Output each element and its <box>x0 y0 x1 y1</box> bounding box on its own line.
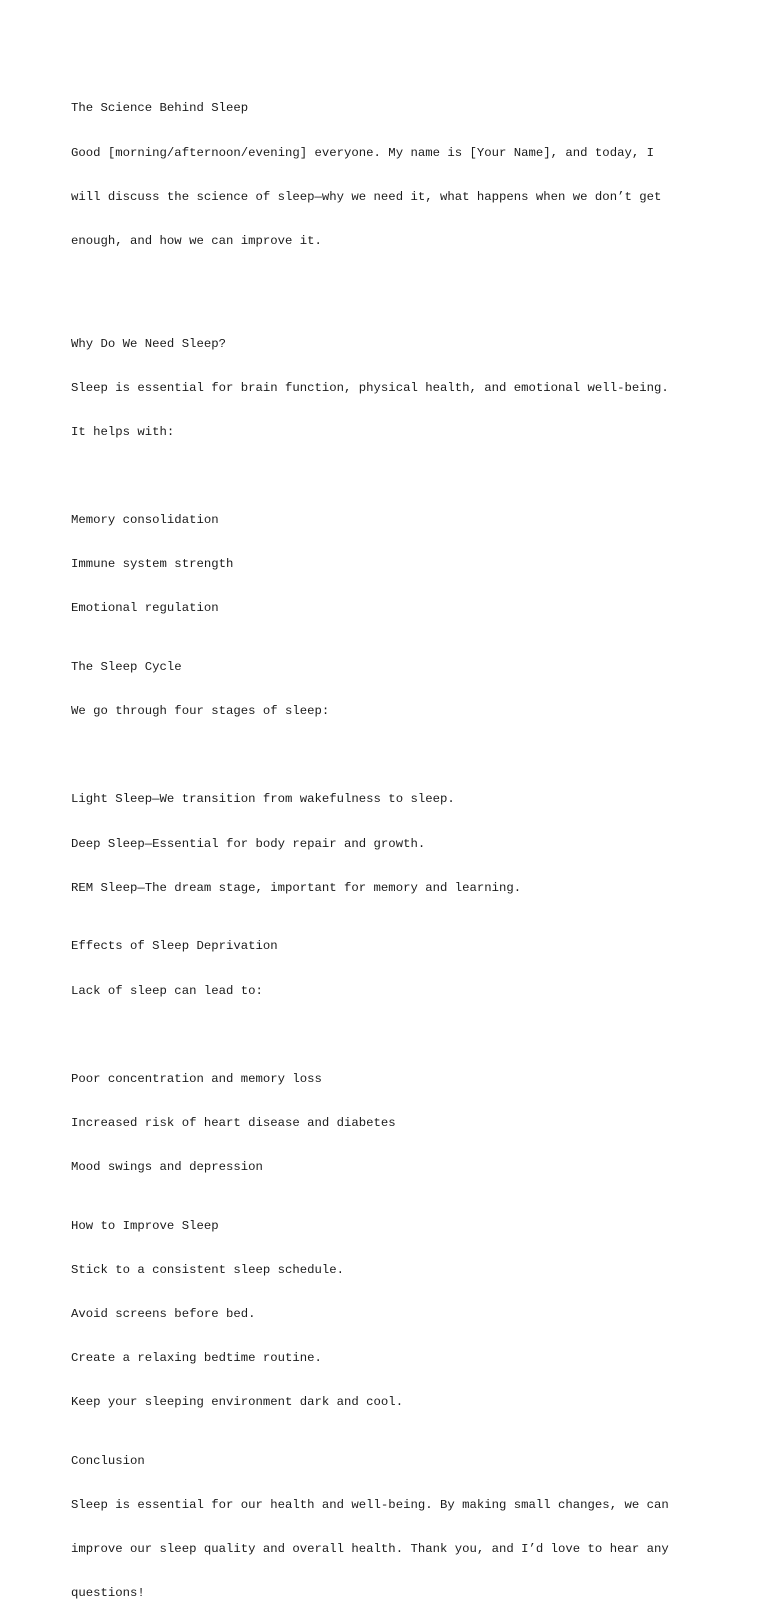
list-item: Mood swings and depression <box>71 1159 263 1174</box>
list-item: Memory consolidation <box>71 513 219 528</box>
why-text-line-1: Sleep is essential for brain function, physical health, and emotional well-being. <box>71 380 669 395</box>
spacer <box>71 278 711 293</box>
list-item: Immune system strength <box>71 557 234 572</box>
spacer <box>71 469 711 484</box>
section-heading-conclusion: Conclusion <box>71 1454 145 1469</box>
document-title: The Science Behind Sleep <box>71 101 249 116</box>
conclusion-line-1: Sleep is essential for our health and well-being. By making small changes, we can <box>71 1498 669 1513</box>
list-item: Light Sleep—We transition from wakefulness to sleep. <box>71 792 455 807</box>
list-item: Stick to a consistent sleep schedule. <box>71 1262 345 1277</box>
intro-line-1: Good [morning/afternoon/evening] everyone. My name is [Your Name], and today, I <box>71 145 654 160</box>
conclusion-line-2: improve our sleep quality and overall health. Thank you, and I’d love to hear any <box>71 1542 669 1557</box>
list-item: Keep your sleeping environment dark and cool. <box>71 1395 404 1410</box>
conclusion-line-3: questions! <box>71 1586 145 1601</box>
list-item: Avoid screens before bed. <box>71 1307 256 1321</box>
list-item: Emotional regulation <box>71 601 219 616</box>
intro-line-3: enough, and how we can improve it. <box>71 233 322 248</box>
list-item: REM Sleep—The dream stage, important for memory and learning. <box>71 880 522 895</box>
list-item: Poor concentration and memory loss <box>71 1071 322 1086</box>
section-heading-effects: Effects of Sleep Deprivation <box>71 939 278 954</box>
effects-text: Lack of sleep can lead to: <box>71 983 263 998</box>
why-text-line-2: It helps with: <box>71 424 175 439</box>
spacer <box>71 748 711 763</box>
section-heading-why: Why Do We Need Sleep? <box>71 336 226 351</box>
document-page <box>71 72 711 1616</box>
cycle-text: We go through four stages of sleep: <box>71 704 330 719</box>
section-heading-improve: How to Improve Sleep <box>71 1218 219 1233</box>
list-item: Increased risk of heart disease and diabetes <box>71 1115 396 1130</box>
list-item: Deep Sleep—Essential for body repair and growth. <box>71 836 426 851</box>
intro-line-2: will discuss the science of sleep—why we need it, what happens when we don’t get <box>71 189 662 204</box>
spacer <box>71 1028 711 1043</box>
list-item: Create a relaxing bedtime routine. <box>71 1351 322 1366</box>
section-heading-cycle: The Sleep Cycle <box>71 660 182 675</box>
